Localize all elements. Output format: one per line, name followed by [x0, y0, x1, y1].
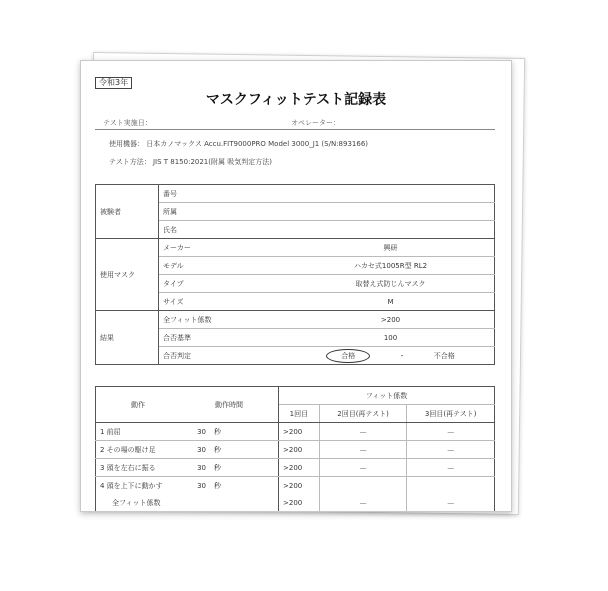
table-row	[96, 477, 495, 495]
mask-model-label: モデル	[159, 257, 288, 275]
operator-label: オペレーター：	[291, 119, 340, 127]
round2-header: 2回目(再テスト)	[319, 405, 407, 423]
subject-name-label: 氏名	[159, 221, 288, 239]
round2-cell: —	[319, 494, 407, 512]
document-title: マスクフィットテスト記録表	[205, 92, 387, 108]
action-cell: 2 その場の駆け足	[96, 441, 181, 459]
unit-cell: 秒	[210, 441, 279, 459]
record-sheet	[80, 60, 512, 512]
round3-cell	[407, 477, 495, 495]
fail-option: 不合格	[433, 351, 455, 360]
mask-type-value: 取替え式防じんマスク	[287, 275, 495, 293]
overall-fit-factor-label: 全フィット係数	[159, 311, 288, 329]
pass-circled: 合格	[326, 349, 370, 363]
time-cell	[180, 494, 210, 512]
test-date-label: テスト実施日：	[103, 119, 152, 127]
round3-cell: —	[447, 498, 455, 507]
action-cell: 全フィット係数	[112, 498, 161, 507]
round3-cell: —	[407, 459, 495, 477]
time-header: 動作時間	[180, 387, 279, 423]
judgement-value	[287, 347, 495, 365]
round1-cell: >200	[279, 423, 320, 441]
method-line	[109, 157, 272, 167]
round2-cell	[319, 477, 407, 495]
pass-criteria-label: 合否基準	[159, 329, 288, 347]
mask-maker-label: メーカー	[159, 239, 288, 257]
judgement-separator: ・	[398, 351, 406, 360]
round1-cell: >200	[279, 477, 320, 495]
round1-header: 1回目	[279, 405, 320, 423]
time-cell: 30	[180, 459, 210, 477]
round3-cell: —	[407, 441, 495, 459]
subject-affiliation-value	[287, 203, 495, 221]
round2-cell: —	[319, 423, 407, 441]
judgement-label: 合否判定	[159, 347, 288, 365]
action-cell: 3 頭を左右に振る	[96, 459, 181, 477]
pass-criteria-value: 100	[287, 329, 495, 347]
method-value: JIS T 8150:2021(附属 吸気判定方法)	[152, 158, 272, 166]
fit-factor-header: フィット係数	[279, 387, 495, 405]
action-cell: 4 頭を上下に動かす	[100, 481, 163, 490]
mask-size-label: サイズ	[159, 293, 288, 311]
device-label: 使用機器：	[109, 140, 144, 148]
unit-cell: 秒	[210, 423, 279, 441]
mask-type-label: タイプ	[159, 275, 288, 293]
table-row	[96, 311, 495, 329]
table-row	[96, 441, 495, 459]
table-row	[96, 459, 495, 477]
unit-cell: 秒	[210, 477, 279, 495]
table-row	[96, 494, 495, 512]
unit-cell: 秒	[210, 459, 279, 477]
time-cell: 30	[180, 441, 210, 459]
mask-group-label: 使用マスク	[96, 239, 159, 311]
mask-model-value: ハカセ式1005R型 RL2	[287, 257, 495, 275]
fit-test-table	[95, 386, 495, 512]
device-line	[109, 139, 368, 149]
subject-affiliation-label: 所属	[159, 203, 288, 221]
round2-cell: —	[319, 459, 407, 477]
device-value: 日本カノマックス Accu.FIT9000PRO Model 3000_J1 (S/N:893166)	[146, 140, 369, 148]
method-label: テスト方法：	[109, 158, 151, 166]
subject-name-value	[287, 221, 495, 239]
result-group-label: 結果	[96, 311, 159, 365]
time-cell: 30	[197, 481, 206, 490]
subject-table	[95, 184, 495, 365]
round1-cell: >200	[279, 459, 320, 477]
subject-group-label: 被験者	[96, 185, 159, 239]
era-badge: 令和3年	[95, 77, 132, 89]
action-cell: 1 前屈	[96, 423, 181, 441]
table-row	[96, 423, 495, 441]
round1-cell: >200	[279, 441, 320, 459]
overall-fit-factor-value: >200	[287, 311, 495, 329]
mask-size-value: M	[287, 293, 495, 311]
subject-number-value	[287, 185, 495, 203]
round3-header: 3回目(再テスト)	[407, 405, 495, 423]
unit-cell	[210, 494, 279, 512]
round1-cell: >200	[279, 494, 320, 512]
time-cell: 30	[180, 423, 210, 441]
action-header: 動作	[96, 387, 181, 423]
table-row	[96, 185, 495, 203]
meta-underline	[95, 129, 495, 130]
round2-cell: —	[319, 441, 407, 459]
header-row	[96, 387, 495, 405]
table-row	[96, 239, 495, 257]
round3-cell: —	[407, 423, 495, 441]
subject-number-label: 番号	[159, 185, 288, 203]
mask-maker-value: 興研	[287, 239, 495, 257]
